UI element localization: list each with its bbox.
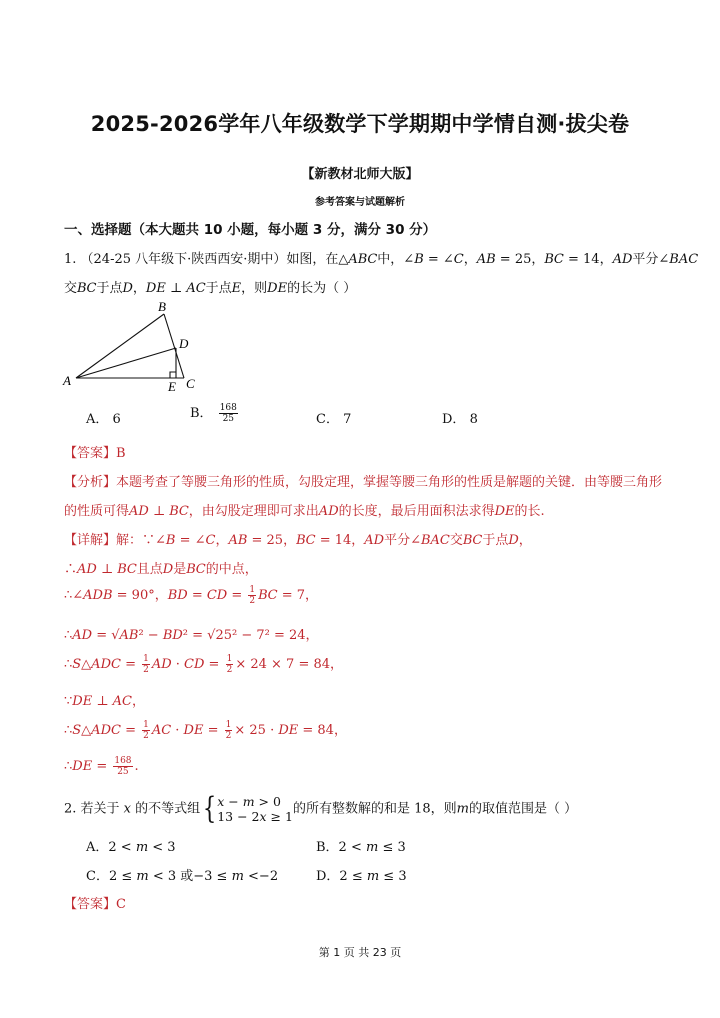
fraction-denominator: 2 [249,596,256,606]
result-fraction [113,756,132,777]
q2-stem-text: 的所有整数解的和是 18，则𝑚的取值范围是（ ） [292,801,578,817]
q1-stem-line2: 交𝐵𝐶于点𝐷，𝐷𝐸 ⊥ 𝐴𝐶于点𝐸，则𝐷𝐸的长为（ ） [64,281,357,296]
fraction-denominator: 25 [117,767,129,777]
fraction-numerator: 168 [114,756,132,766]
fraction-numerator: 1 [249,585,256,595]
q1-option-d[interactable] [442,408,478,427]
q1-stem-line1: 1. （24-25 八年级下·陕西西安·期中）如图，在△𝐴𝐵𝐶中，∠𝐵 = ∠𝐶，𝐴𝐵 = 25，𝐵𝐶 = 14，𝐴𝐷平分∠𝐵𝐴𝐶 [64,252,699,267]
q2-option-a[interactable]: A．2 < 𝑚 < 3 [86,840,176,855]
q1-answer: 【答案】B [64,446,126,461]
label-b: B [158,299,166,314]
fraction-numerator: 168 [219,403,237,413]
label-a: A [63,373,71,388]
option-value: 7 [343,412,352,427]
fraction-numerator: 1 [225,720,232,730]
q1-option-c[interactable] [316,408,351,427]
detail-text: ∴𝐷𝐸 = [64,759,112,774]
half-fraction [226,654,234,675]
q1-option-b[interactable] [190,402,240,424]
fraction-denominator: 2 [143,665,149,675]
detail-text: × 24 × 7 = 84， [235,657,344,672]
detail-text: 𝐴𝐷 · 𝐶𝐷 = [151,657,224,672]
label-c: C [186,376,195,391]
fraction-denominator: 2 [225,731,232,741]
option-fraction [219,403,238,424]
half-fraction [142,654,150,675]
label-e: E [168,379,176,394]
detail-text: ∴𝑆△𝐴𝐷𝐶 = [64,657,141,672]
page-title: 2025-2026学年八年级数学下学期期中学情自测·拔尖卷 [90,112,630,136]
option-label: C． [316,412,339,427]
fraction-numerator: 1 [143,654,149,664]
q1-detail-line4: ∴𝐴𝐷 = √𝐴𝐵² − 𝐵𝐷² = √25² − 7² = 24， [64,628,319,643]
q2-option-d[interactable]: D．2 ≤ 𝑚 ≤ 3 [316,869,407,884]
option-label: D． [442,412,466,427]
section-heading: 一、选择题（本大题共 10 小题，每小题 3 分，满分 30 分） [64,222,437,238]
fraction-numerator: 1 [143,720,149,730]
edge-ab [76,314,164,378]
inequality-system [217,794,293,824]
q1-detail-line8 [64,756,139,777]
option-value: 8 [469,412,478,427]
segment-ad [76,348,176,378]
detail-text: × 25 · 𝐷𝐸 = 84， [234,723,347,738]
option-label: B． [190,406,213,421]
q1-triangle-figure [60,298,210,394]
half-fraction [248,585,256,606]
right-angle-mark [170,372,176,378]
option-value: 6 [112,412,121,427]
q2-option-c[interactable]: C．2 ≤ 𝑚 < 3 或−3 ≤ 𝑚 <−2 [86,869,279,884]
edition-label: 【新教材北师大版】 [301,167,419,182]
subtitle: 参考答案与试题解析 [315,197,405,208]
q1-option-a[interactable] [86,408,121,427]
page-footer: 第 1 页 共 23 页 [318,946,402,959]
inequality-1: 𝑥 − 𝑚 > 0 [217,794,281,809]
detail-text: 𝐴𝐶 · 𝐷𝐸 = [151,723,223,738]
q1-analysis-line2: 的性质可得𝐴𝐷 ⊥ 𝐵𝐶，由勾股定理即可求出𝐴𝐷的长度，最后用面积法求得𝐷𝐸的长. [64,504,545,519]
q2-option-b[interactable]: B．2 < 𝑚 ≤ 3 [316,840,406,855]
detail-text: ∴∠𝐴𝐷𝐵 = 90°，𝐵𝐷 = 𝐶𝐷 = [64,588,247,603]
q1-detail-line7 [64,719,347,741]
label-d: D [179,336,189,351]
q1-detail-line2: ∴𝐴𝐷 ⊥ 𝐵𝐶且点𝐷是𝐵𝐶的中点， [64,562,258,577]
fraction-numerator: 1 [226,654,233,664]
inequality-2: 13 − 2𝑥 ≥ 1 [217,809,293,824]
half-fraction [225,720,233,741]
half-fraction [142,720,150,741]
brace-icon: { [203,791,217,826]
q1-detail-line1: 【详解】解：∵∠𝐵 = ∠𝐶，𝐴𝐵 = 25，𝐵𝐶 = 14，𝐴𝐷平分∠𝐵𝐴𝐶交𝐵𝐶于点𝐷， [64,533,532,548]
q1-analysis-line1: 【分析】本题考查了等腰三角形的性质，勾股定理，掌握等腰三角形的性质是解题的关键．由等腰三角形 [64,475,663,490]
q2-stem [64,791,578,826]
option-label: A． [86,412,109,427]
fraction-denominator: 25 [222,414,235,424]
q1-detail-line3 [64,584,318,606]
detail-text: 𝐵𝐶 = 7， [258,588,319,603]
detail-text: . [134,759,139,774]
detail-text: ∴𝑆△𝐴𝐷𝐶 = [64,723,141,738]
fraction-denominator: 2 [226,665,233,675]
q1-detail-line6: ∵𝐷𝐸 ⊥ 𝐴𝐶， [64,694,146,709]
q1-detail-line5 [64,653,343,675]
fraction-denominator: 2 [143,731,149,741]
q2-answer: 【答案】C [64,897,126,912]
q2-stem-text: 2. 若关于 𝑥 的不等式组 [64,801,201,817]
